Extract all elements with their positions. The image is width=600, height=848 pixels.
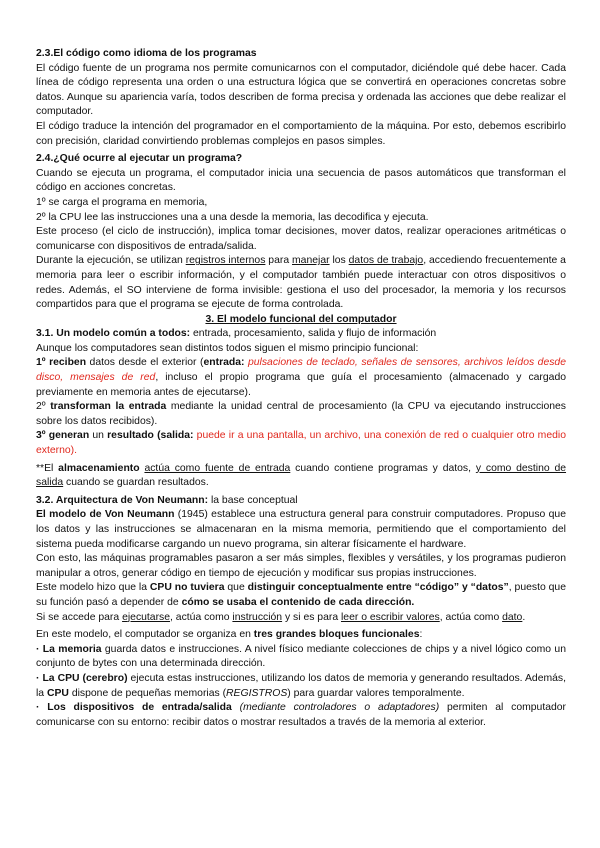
block-dispositivos: · Los dispositivos de entrada/salida (mediante controladores o adaptadores) permiten al computador comunicarse con su entorno: recibir datos o mostrar resultados a través de la memoria al exterior.: [36, 702, 567, 728]
block-cpu: · La CPU (cerebro) ejecuta estas instrucciones, utilizando los datos de memoria y generando resultados. Además, la CPU dispone de pequeñas memorias (REGISTROS) para guardar valores temporalmente.: [36, 672, 566, 699]
heading-2-4: 2.4.¿Qué ocurre al ejecutar un programa?: [36, 153, 243, 165]
paragraph-3-2-a: El modelo de Von Neumann (1945) establece una estructura general para construir computadores. Propuso que los datos y las instrucciones se almacenaran en la misma memoria, permitiendo que el comportamiento del sistema pueda modificarse cargando un nuevo programa, sin alterar físicamente el hardware.: [36, 509, 566, 550]
item-1-reciben: 1º reciben datos desde el exterior (entrada: pulsaciones de teclado, señales de sensores, archivos leídos desde disco, mensajes de red, incluso el propio programa que guía el procesamiento (almacenado y cargado previamente en memoria antes de ejecutarse).: [36, 357, 566, 398]
item-3-generan: 3º generan un resultado (salida: puede ir a una pantalla, un archivo, una conexión de red o cualquier otro medio externo).: [36, 430, 566, 457]
heading-3-1: 3.1. Un modelo común a todos: entrada, procesamiento, salida y flujo de información: [36, 328, 437, 340]
underlined-registros: registros internos: [185, 255, 266, 267]
input-examples: pulsaciones de teclado, señales de sensores, archivos leídos desde disco, mensajes de red: [36, 357, 566, 384]
paragraph-3-1-intro: Aunque los computadores sean distintos todos siguen el mismo principio funcional:: [36, 342, 419, 354]
note-almacenamiento: **El almacenamiento actúa como fuente de entrada cuando contiene programas y datos, y como destino de salida cuando se guardan resultados.: [36, 462, 567, 489]
item-2-transforman: 2º transforman la entrada mediante la unidad central de procesamiento (la CPU va ejecutando instrucciones sobre los datos recibidos).: [36, 401, 566, 427]
step-2: 2º la CPU lee las instrucciones una a una desde la memoria, las decodifica y ejecuta.: [36, 211, 429, 223]
heading-3: 3. El modelo funcional del computador: [205, 313, 397, 325]
heading-2-3: 2.3.El código como idioma de los programas: [36, 48, 257, 59]
heading-3-2: 3.2. Arquitectura de Von Neumann: la base conceptual: [36, 494, 298, 506]
paragraph-2-4-b: Este proceso (el ciclo de instrucción), implica tomar decisiones, mover datos, realizar operaciones aritméticas o comunicarse con dispositivos de entrada/salida.: [36, 226, 566, 252]
paragraph-3-2-b: Con esto, las máquinas programables pasaron a ser más simples, flexibles y versátiles, y los programas pudieron manipular a otros, generar código en tiempo de ejecución y modificar sus propias instrucciones.: [36, 553, 566, 579]
block-memoria: · La memoria guarda datos e instrucciones. A nivel físico mediante colecciones de chips y a nivel lógico como un conjunto de bytes con una determinada dirección.: [36, 643, 566, 670]
paragraph-bloques: En este modelo, el computador se organiza en tres grandes bloques funcionales:: [36, 629, 423, 641]
paragraph-2-4-c: Durante la ejecución, se utilizan registros internos para manejar los datos de trabajo, accediendo frecuentemente a memoria para leer o escribir información, y el computador también puede interactuar con otros dispositivos o redes. Además, el SO interviene de forma invisible: gestiona el uso del procesador, la memoria y los recursos compartidos para que el programa se ejecute de forma controlada.: [36, 255, 566, 311]
paragraph-2-3-b: El código traduce la intención del programador en el comportamiento de la máquina. Por esto, debemos escribirlo con precisión, claridad convirtiendo problemas complejos en pasos simples.: [36, 120, 566, 147]
document-page: [36, 46, 566, 730]
underlined-manejar: manejar: [292, 255, 330, 267]
paragraph-2-3-a: El código fuente de un programa nos permite comunicarnos con el computador, diciéndole qué debe hacer. Cada línea de código representa una orden o una estructura lógica que se convertirá en operaciones concretas sobre datos. Aunque su apariencia varía, todos describen de forma precisa y ordenada las acciones que debe realizar el computador.: [36, 62, 566, 118]
step-1: 1º se carga el programa en memoria,: [36, 196, 208, 208]
output-examples: puede ir a una pantalla, un archivo, una conexión de red o cualquier otro medio externo).: [36, 430, 566, 457]
paragraph-3-2-d: Si se accede para ejecutarse, actúa como instrucción y si es para leer o escribir valores, actúa como dato.: [36, 611, 526, 623]
paragraph-3-2-c: Este modelo hizo que la CPU no tuviera que distinguir conceptualmente entre “código” y “datos”, puesto que su función pasó a depender de cómo se usaba el contenido de cada dirección.: [36, 582, 566, 608]
paragraph-2-4-a: Cuando se ejecuta un programa, el computador inicia una secuencia de pasos automáticos que transforman el código en acciones concretas.: [36, 167, 566, 194]
underlined-datos-trabajo: datos de trabajo: [348, 255, 424, 267]
